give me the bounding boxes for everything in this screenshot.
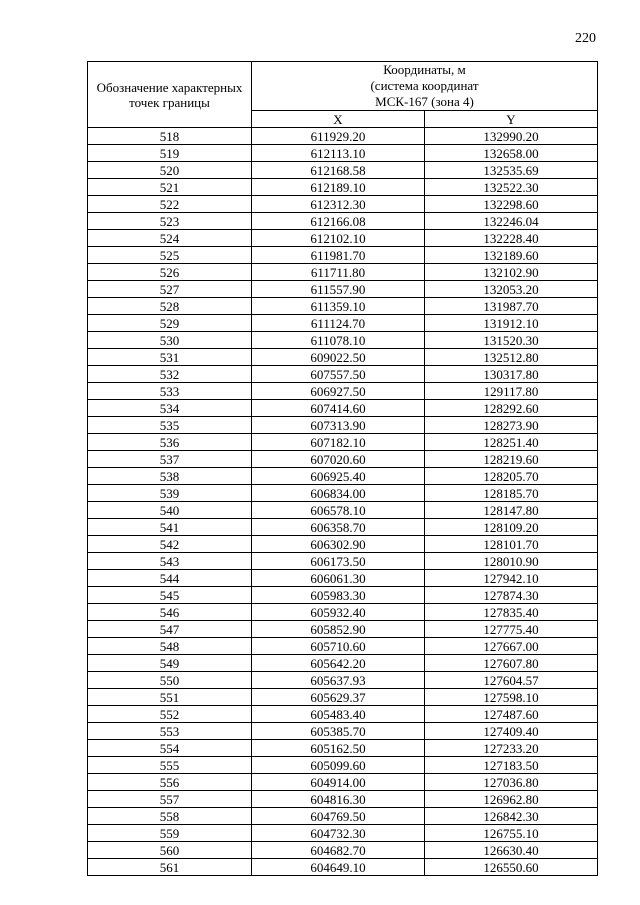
point-id-cell: 556 — [88, 774, 252, 791]
y-coordinate-cell: 128205.70 — [425, 468, 598, 485]
y-coordinate-cell: 127604.57 — [425, 672, 598, 689]
point-id-cell: 527 — [88, 281, 252, 298]
x-coordinate-cell: 605099.60 — [252, 757, 425, 774]
y-coordinate-cell: 132246.04 — [425, 213, 598, 230]
x-coordinate-cell: 612166.08 — [252, 213, 425, 230]
point-id-cell: 545 — [88, 587, 252, 604]
x-coordinate-cell: 611557.90 — [252, 281, 425, 298]
point-id-cell: 546 — [88, 604, 252, 621]
y-coordinate-cell: 126755.10 — [425, 825, 598, 842]
x-coordinate-cell: 604732.30 — [252, 825, 425, 842]
table-row — [88, 383, 598, 400]
table-row — [88, 757, 598, 774]
point-id-cell: 538 — [88, 468, 252, 485]
x-coordinate-cell: 604769.50 — [252, 808, 425, 825]
x-coordinate-cell: 605162.50 — [252, 740, 425, 757]
y-coordinate-cell: 127183.50 — [425, 757, 598, 774]
point-id-cell: 533 — [88, 383, 252, 400]
table-row — [88, 621, 598, 638]
point-id-cell: 549 — [88, 655, 252, 672]
x-coordinate-cell: 606578.10 — [252, 502, 425, 519]
table-row — [88, 196, 598, 213]
point-id-cell: 540 — [88, 502, 252, 519]
x-coordinate-cell: 604816.30 — [252, 791, 425, 808]
x-coordinate-cell: 604914.00 — [252, 774, 425, 791]
y-column-header: Y — [425, 111, 598, 128]
y-coordinate-cell: 128010.90 — [425, 553, 598, 570]
y-coordinate-cell: 132535.69 — [425, 162, 598, 179]
table-row — [88, 400, 598, 417]
table-row — [88, 655, 598, 672]
x-coordinate-cell: 611711.80 — [252, 264, 425, 281]
point-id-cell: 551 — [88, 689, 252, 706]
table-row — [88, 689, 598, 706]
table-row — [88, 247, 598, 264]
y-coordinate-cell: 128147.80 — [425, 502, 598, 519]
point-id-cell: 548 — [88, 638, 252, 655]
y-coordinate-cell: 132658.00 — [425, 145, 598, 162]
x-coordinate-cell: 611124.70 — [252, 315, 425, 332]
point-id-cell: 557 — [88, 791, 252, 808]
point-id-cell: 530 — [88, 332, 252, 349]
x-coordinate-cell: 606834.00 — [252, 485, 425, 502]
y-coordinate-cell: 127036.80 — [425, 774, 598, 791]
x-column-header: X — [252, 111, 425, 128]
table-row — [88, 298, 598, 315]
table-row — [88, 332, 598, 349]
y-coordinate-cell: 128292.60 — [425, 400, 598, 417]
x-coordinate-cell: 611981.70 — [252, 247, 425, 264]
x-coordinate-cell: 607020.60 — [252, 451, 425, 468]
point-id-cell: 518 — [88, 128, 252, 145]
x-coordinate-cell: 612312.30 — [252, 196, 425, 213]
point-id-cell: 526 — [88, 264, 252, 281]
coordinates-table — [87, 61, 598, 876]
x-coordinate-cell: 604682.70 — [252, 842, 425, 859]
x-coordinate-cell: 605637.93 — [252, 672, 425, 689]
point-designation-label: Обозначение характерных точек границы — [96, 79, 243, 110]
table-row — [88, 230, 598, 247]
coordinates-label-line3: МСК-167 (зона 4) — [375, 94, 474, 109]
point-id-cell: 528 — [88, 298, 252, 315]
y-coordinate-cell: 127598.10 — [425, 689, 598, 706]
point-id-cell: 521 — [88, 179, 252, 196]
table-row — [88, 281, 598, 298]
x-coordinate-cell: 605932.40 — [252, 604, 425, 621]
point-id-cell: 555 — [88, 757, 252, 774]
table-row — [88, 723, 598, 740]
point-id-cell: 550 — [88, 672, 252, 689]
x-coordinate-cell: 607182.10 — [252, 434, 425, 451]
point-id-cell: 536 — [88, 434, 252, 451]
table-row — [88, 179, 598, 196]
x-coordinate-cell: 605983.30 — [252, 587, 425, 604]
table-row — [88, 825, 598, 842]
table-row — [88, 553, 598, 570]
point-id-cell: 558 — [88, 808, 252, 825]
point-id-cell: 535 — [88, 417, 252, 434]
point-id-cell: 539 — [88, 485, 252, 502]
y-coordinate-cell: 132522.30 — [425, 179, 598, 196]
point-id-cell: 531 — [88, 349, 252, 366]
table-row — [88, 570, 598, 587]
table-row — [88, 859, 598, 876]
x-coordinate-cell: 612102.10 — [252, 230, 425, 247]
table-row — [88, 706, 598, 723]
point-id-cell: 553 — [88, 723, 252, 740]
x-coordinate-cell: 607557.50 — [252, 366, 425, 383]
point-id-cell: 537 — [88, 451, 252, 468]
x-coordinate-cell: 605483.40 — [252, 706, 425, 723]
x-coordinate-cell: 605385.70 — [252, 723, 425, 740]
x-coordinate-cell: 611929.20 — [252, 128, 425, 145]
y-coordinate-cell: 131987.70 — [425, 298, 598, 315]
y-coordinate-cell: 131912.10 — [425, 315, 598, 332]
y-coordinate-cell: 130317.80 — [425, 366, 598, 383]
table-row — [88, 842, 598, 859]
y-coordinate-cell: 131520.30 — [425, 332, 598, 349]
x-coordinate-cell: 605642.20 — [252, 655, 425, 672]
table-row — [88, 128, 598, 145]
table-row — [88, 502, 598, 519]
point-id-cell: 520 — [88, 162, 252, 179]
point-id-cell: 523 — [88, 213, 252, 230]
point-id-cell: 547 — [88, 621, 252, 638]
table-row — [88, 264, 598, 281]
x-coordinate-cell: 604649.10 — [252, 859, 425, 876]
table-row — [88, 468, 598, 485]
point-id-cell: 561 — [88, 859, 252, 876]
y-coordinate-cell: 127487.60 — [425, 706, 598, 723]
point-id-cell: 534 — [88, 400, 252, 417]
point-id-cell: 544 — [88, 570, 252, 587]
page-number: 220 — [575, 31, 596, 46]
x-coordinate-cell: 605629.37 — [252, 689, 425, 706]
table-row — [88, 536, 598, 553]
point-id-cell: 559 — [88, 825, 252, 842]
y-coordinate-cell: 128185.70 — [425, 485, 598, 502]
y-coordinate-cell: 132189.60 — [425, 247, 598, 264]
x-coordinate-cell: 606173.50 — [252, 553, 425, 570]
y-coordinate-cell: 126842.30 — [425, 808, 598, 825]
x-coordinate-cell: 611078.10 — [252, 332, 425, 349]
x-coordinate-cell: 607313.90 — [252, 417, 425, 434]
x-coordinate-cell: 606927.50 — [252, 383, 425, 400]
table-row — [88, 774, 598, 791]
y-coordinate-cell: 128101.70 — [425, 536, 598, 553]
y-coordinate-cell: 127835.40 — [425, 604, 598, 621]
y-coordinate-cell: 132053.20 — [425, 281, 598, 298]
y-coordinate-cell: 128219.60 — [425, 451, 598, 468]
table-row — [88, 417, 598, 434]
x-coordinate-cell: 606358.70 — [252, 519, 425, 536]
y-coordinate-cell: 132512.80 — [425, 349, 598, 366]
y-coordinate-cell: 126550.60 — [425, 859, 598, 876]
point-id-cell: 525 — [88, 247, 252, 264]
x-coordinate-cell: 606925.40 — [252, 468, 425, 485]
y-coordinate-cell: 127409.40 — [425, 723, 598, 740]
table-row — [88, 315, 598, 332]
x-coordinate-cell: 612168.58 — [252, 162, 425, 179]
point-id-cell: 542 — [88, 536, 252, 553]
x-coordinate-cell: 611359.10 — [252, 298, 425, 315]
y-coordinate-cell: 129117.80 — [425, 383, 598, 400]
table-row — [88, 213, 598, 230]
table-row — [88, 349, 598, 366]
table-row — [88, 145, 598, 162]
point-id-cell: 519 — [88, 145, 252, 162]
coordinates-label-line1: Координаты, м — [383, 62, 466, 77]
table-row — [88, 740, 598, 757]
x-coordinate-cell: 612189.10 — [252, 179, 425, 196]
y-coordinate-cell: 128251.40 — [425, 434, 598, 451]
y-coordinate-cell: 127667.00 — [425, 638, 598, 655]
table-row — [88, 451, 598, 468]
y-coordinate-cell: 128273.90 — [425, 417, 598, 434]
x-coordinate-cell: 606061.30 — [252, 570, 425, 587]
table-row — [88, 791, 598, 808]
table-row — [88, 638, 598, 655]
table-row — [88, 366, 598, 383]
table-row — [88, 485, 598, 502]
y-coordinate-cell: 127607.80 — [425, 655, 598, 672]
table-row — [88, 434, 598, 451]
coordinates-label-line2: (система координат — [370, 78, 479, 93]
table-row — [88, 672, 598, 689]
table-row — [88, 162, 598, 179]
x-coordinate-cell: 606302.90 — [252, 536, 425, 553]
y-coordinate-cell: 128109.20 — [425, 519, 598, 536]
y-coordinate-cell: 132990.20 — [425, 128, 598, 145]
y-coordinate-cell: 127942.10 — [425, 570, 598, 587]
x-coordinate-cell: 605710.60 — [252, 638, 425, 655]
point-id-cell: 522 — [88, 196, 252, 213]
x-coordinate-cell: 605852.90 — [252, 621, 425, 638]
y-coordinate-cell: 127233.20 — [425, 740, 598, 757]
coordinates-table-body — [88, 128, 598, 876]
y-coordinate-cell: 132102.90 — [425, 264, 598, 281]
point-id-cell: 541 — [88, 519, 252, 536]
y-coordinate-cell: 127874.30 — [425, 587, 598, 604]
point-id-cell: 524 — [88, 230, 252, 247]
point-id-cell: 529 — [88, 315, 252, 332]
y-coordinate-cell: 126962.80 — [425, 791, 598, 808]
coordinates-header — [252, 62, 598, 111]
point-id-cell: 552 — [88, 706, 252, 723]
y-coordinate-cell: 127775.40 — [425, 621, 598, 638]
table-row — [88, 808, 598, 825]
x-coordinate-cell: 609022.50 — [252, 349, 425, 366]
point-id-cell: 543 — [88, 553, 252, 570]
table-row — [88, 604, 598, 621]
table-row — [88, 587, 598, 604]
point-id-cell: 532 — [88, 366, 252, 383]
y-coordinate-cell: 132228.40 — [425, 230, 598, 247]
point-id-cell: 560 — [88, 842, 252, 859]
x-coordinate-cell: 612113.10 — [252, 145, 425, 162]
x-coordinate-cell: 607414.60 — [252, 400, 425, 417]
y-coordinate-cell: 132298.60 — [425, 196, 598, 213]
point-designation-header — [88, 62, 252, 128]
y-coordinate-cell: 126630.40 — [425, 842, 598, 859]
table-row — [88, 519, 598, 536]
point-id-cell: 554 — [88, 740, 252, 757]
